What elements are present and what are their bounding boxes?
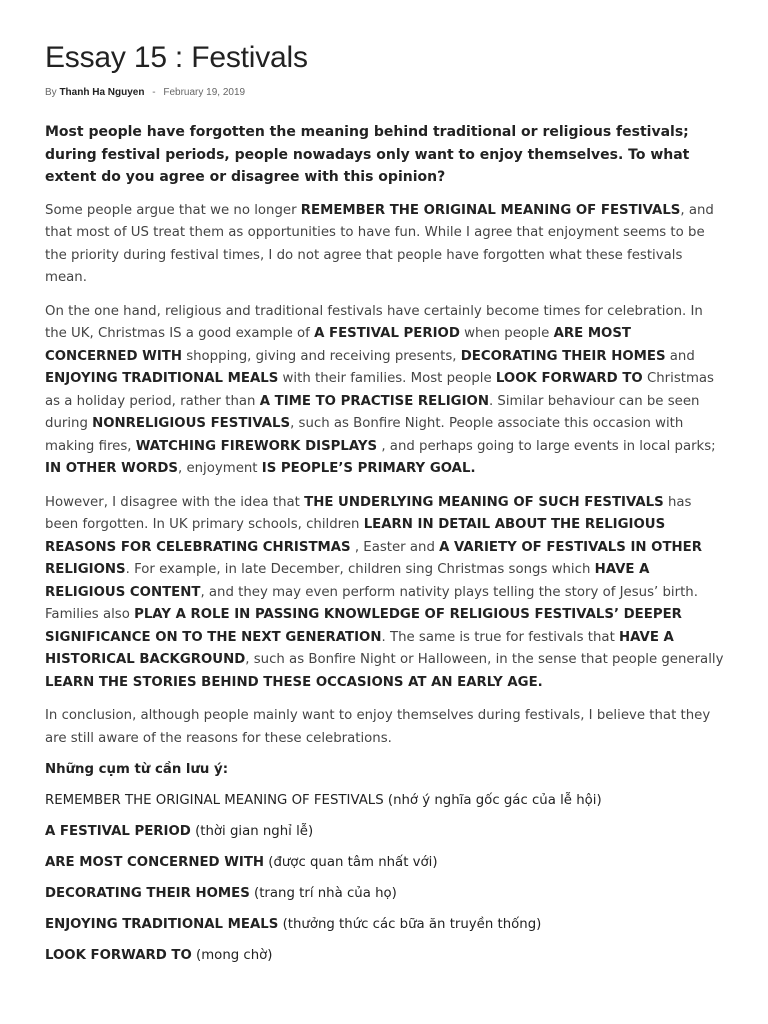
phrase-term: REMEMBER THE ORIGINAL MEANING OF FESTIVALS	[45, 793, 384, 808]
author-link[interactable]: Thanh Ha Nguyen	[59, 87, 145, 98]
key-phrase: LEARN IN DETAIL ABOUT THE RELIGIOUS REASONS FOR CELEBRATING CHRISTMAS	[45, 517, 666, 555]
key-phrase: ARE MOST CONCERNED WITH	[45, 326, 632, 364]
meta-separator: -	[152, 87, 156, 98]
key-phrase: PLAY A ROLE IN PASSING KNOWLEDGE OF RELIGIOUS FESTIVALS’ DEEPER SIGNIFICANCE ON TO THE NEXT GENERATION	[45, 607, 682, 645]
paragraph-text: However, I disagree with the idea that	[45, 494, 305, 510]
phrase-gloss: (thời gian nghỉ lễ)	[195, 824, 314, 839]
essay-paragraph	[45, 301, 728, 481]
key-phrase: HAVE A HISTORICAL BACKGROUND	[45, 629, 674, 667]
key-phrase: HAVE A RELIGIOUS CONTENT	[45, 562, 650, 600]
paragraph-text: . The same is true for festivals that	[381, 629, 620, 645]
essay-paragraph	[45, 200, 728, 290]
phrase-gloss: (được quan tâm nhất với)	[268, 855, 438, 870]
paragraph-text: . For example, in late December, children sing Christmas songs which	[125, 562, 595, 577]
paragraph-text: Christmas as a holiday period, rather than	[45, 371, 714, 409]
phrase-gloss: (nhớ ý nghĩa gốc gác của lễ hội)	[387, 793, 602, 808]
phrase-item	[45, 790, 728, 812]
key-phrase: ENJOYING TRADITIONAL MEALS	[45, 371, 279, 386]
key-phrase: REMEMBER THE ORIGINAL MEANING OF FESTIVALS	[300, 202, 681, 218]
key-phrase: NONRELIGIOUS FESTIVALS	[92, 416, 291, 431]
phrase-item	[45, 914, 728, 936]
essay-prompt: Most people have forgotten the meaning behind traditional or religious festivals; during festival periods, people nowadays only want to enjoy themselves. To what extent do you agree or disagree with this opinion?	[45, 124, 690, 185]
paragraph-text: . Similar behaviour can be seen during	[45, 393, 700, 431]
phrase-item	[45, 821, 728, 843]
key-phrase: A VARIETY OF FESTIVALS IN OTHER RELIGIONS	[45, 539, 702, 577]
essay-paragraph	[45, 705, 728, 750]
phrases-heading: Những cụm từ cần lưu ý:	[45, 762, 229, 777]
key-phrase: LEARN THE STORIES BEHIND THESE OCCASIONS AT AN EARLY AGE.	[45, 674, 543, 690]
paragraph-text: , and they may even perform nativity plays telling the story of Jesus’ birth. Families also	[45, 584, 698, 622]
essay-body	[45, 200, 728, 751]
paragraph-text: , enjoyment	[177, 461, 262, 476]
phrase-item	[45, 883, 728, 905]
paragraph-text: , and that most of US treat them as opportunities to have fun. While I agree that enjoyment seems to be the priority during festival times, I do not agree that people have forgotten what these festivals mean.	[45, 202, 714, 285]
phrase-gloss: (trang trí nhà của họ)	[254, 886, 397, 901]
phrase-list	[45, 790, 728, 967]
key-phrase: THE UNDERLYING MEANING OF SUCH FESTIVALS	[304, 494, 664, 510]
phrase-term: DECORATING THEIR HOMES	[45, 886, 250, 901]
paragraph-text: Some people argue that we no longer	[45, 202, 301, 218]
key-phrase: A TIME TO PRACTISE RELIGION	[259, 393, 489, 409]
key-phrase: WATCHING FIREWORK DISPLAYS	[135, 438, 378, 454]
paragraph-text: , Easter and	[350, 539, 440, 555]
key-phrase: A FESTIVAL PERIOD	[314, 326, 460, 341]
publish-date: February 19, 2019	[163, 87, 246, 98]
article-title: Essay 15 : Festivals	[45, 41, 308, 74]
phrase-term: ENJOYING TRADITIONAL MEALS	[45, 917, 279, 932]
paragraph-text: , such as Bonfire Night. People associate this occasion with making fires,	[45, 416, 684, 454]
paragraph-text: , and perhaps going to large events in local parks;	[377, 438, 716, 454]
key-phrase: LOOK FORWARD TO	[495, 371, 643, 386]
paragraph-text: when people	[459, 326, 554, 341]
essay-paragraph	[45, 492, 728, 695]
paragraph-text: with their families. Most people	[278, 371, 496, 386]
key-phrase: DECORATING THEIR HOMES	[460, 348, 666, 364]
phrase-gloss: (mong chờ)	[196, 948, 273, 963]
byline-label: By	[45, 87, 57, 98]
phrase-item	[45, 852, 728, 874]
phrase-item	[45, 945, 728, 967]
article-meta	[45, 86, 728, 100]
paragraph-text: has been forgotten. In UK primary schools, children	[45, 494, 692, 532]
paragraph-text: shopping, giving and receiving presents,	[181, 348, 461, 364]
paragraph-text: , such as Bonfire Night or Halloween, in the sense that people generally	[245, 652, 724, 667]
paragraph-text: In conclusion, although people mainly want to enjoy themselves during festivals, I believe that they are still aware of the reasons for these celebrations.	[45, 708, 711, 746]
key-phrase: IN OTHER WORDS	[45, 461, 178, 476]
phrase-term: ARE MOST CONCERNED WITH	[45, 855, 265, 870]
phrase-term: LOOK FORWARD TO	[45, 948, 192, 963]
paragraph-text: and	[665, 348, 695, 364]
paragraph-text: On the one hand, religious and traditional festivals have certainly become times for celebration. In the UK, Christmas IS a good example of	[45, 303, 703, 341]
phrase-term: A FESTIVAL PERIOD	[45, 824, 191, 839]
phrase-gloss: (thưởng thức các bữa ăn truyền thống)	[282, 917, 542, 932]
key-phrase: IS PEOPLE’S PRIMARY GOAL.	[261, 461, 476, 476]
